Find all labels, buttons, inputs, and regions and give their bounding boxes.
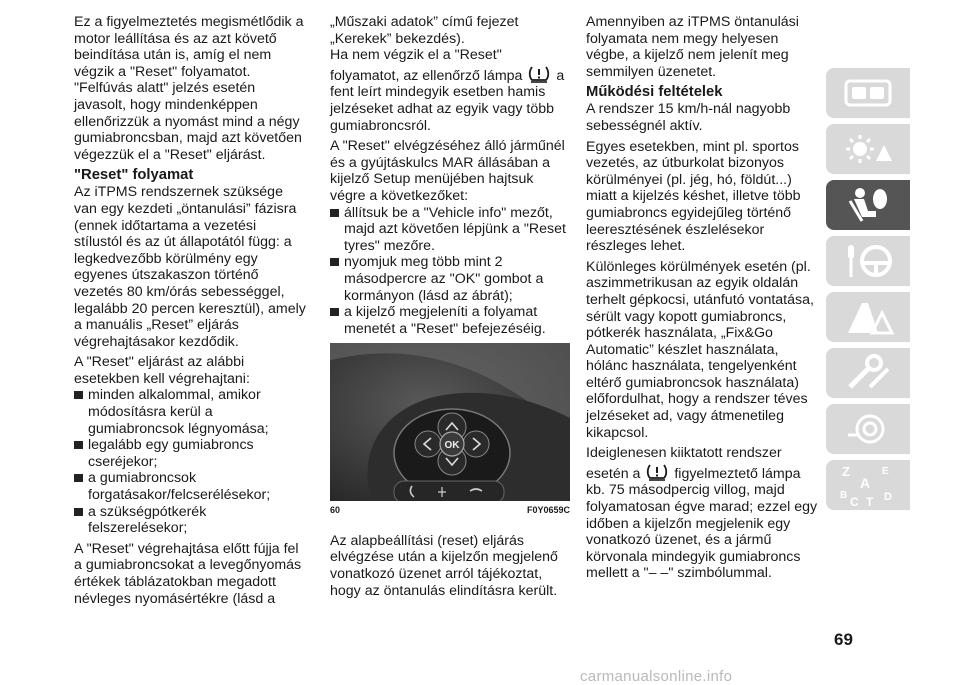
bullet-icon (330, 258, 339, 266)
paragraph: A "Reset" elvégzéséhez álló járműnél és a gyújtáskulcs MAR állásában a kijelző Setup menüjében hajtsuk végre a következőket: (330, 138, 565, 204)
tyre-pressure-warning-icon (528, 64, 550, 84)
list-item: a szükségpótkerék felszerelésekor; (74, 504, 306, 537)
index-letter: A (860, 475, 871, 491)
list-item: állítsuk be a "Vehicle info" mezőt, majd azt követően lépjünk a "Reset tyres" mezőre. (330, 205, 570, 255)
index-letter: B (840, 490, 848, 501)
figure-code: F0Y0659C (526, 505, 570, 516)
warning-lights-icon (840, 131, 896, 167)
index-letter: E (882, 466, 889, 477)
paragraph: A "Reset" végrehajtása előtt fújja fel a gumiabroncsokat a levegőnyomás értékek táblázatokban megadott névleges nyomásértékre (lásd a (74, 540, 302, 607)
paragraph: A rendszer 15 km/h-nál nagyobb sebességnél aktív. (586, 101, 791, 134)
key-steering-icon (840, 241, 896, 281)
paragraph: Különleges körülmények esetén (pl. aszimmetrikusan az egyik oldalán terhelt gépkocsi, utánfutó vontatása, sérült vagy kopott gumiabroncs, pótkerék használata, „Fix&Go Automatic” készlet használata, hólánc használata, tengelyenként eltérő gumiabroncsok használata) előfordulhat, hogy a rendszer téves jelzéseket ad, vagy átmenetileg kikapcsol. (586, 258, 814, 441)
tyre-pressure-warning-icon (646, 462, 668, 482)
index-letter: D (884, 491, 892, 503)
bullet-icon (74, 474, 83, 482)
dashboard-icon (840, 75, 896, 111)
list-item: a kijelző megjeleníti a folyamat menetét a "Reset" befejezéséig. (330, 304, 570, 337)
index-letter: Z (842, 464, 850, 479)
index-letter: C (850, 495, 859, 508)
watermark: carmanualsonline.info (580, 668, 733, 685)
paragraph: Ha nem végzik el a "Reset" folyamatot, az ellenőrző lámpa a fent leírt mindegyik esetben hamis jelzéseket adhat az egyik vagy több gumiabroncsról. (330, 47, 565, 134)
bullet-icon (330, 209, 339, 217)
steering-wheel-controls-figure (330, 343, 570, 501)
paragraph: Egyes esetekben, mint pl. sportos vezetés, az útburkolat bizonyos körülményei (pl. jég, hó, földút...) miatt a kijelzés késhet, illetve több gumiabroncs egyidejűleg történő leeresztésének észlelésekor részleges lehet. (586, 138, 801, 255)
paragraph: „Műszaki adatok” című fejezet „Kerekek” bekezdés). (330, 14, 519, 47)
tab-technical-data[interactable] (826, 404, 910, 454)
list-item: minden alkalommal, amikor módosításra kerül a gumiabroncsok légnyomása; (74, 387, 306, 437)
column-middle (330, 14, 570, 599)
section-heading: "Reset" folyamat (74, 167, 194, 184)
bullet-icon (74, 441, 83, 449)
column-left (74, 14, 306, 607)
paragraph: Az iTPMS rendszernek szüksége van egy kezdeti „öntanulási” fázisra (ennek időtartama a vezetési stílustól és az út állapotától függ: a legkedvezőbb körülmény egy egyenes útszakaszon történő vezetés 80 km/órás sebességgel, legalább 20 percen keresztül), amely a manuális „Reset” eljárás végrehajtásakor kezdődik. (74, 184, 306, 350)
technical-data-icon (840, 409, 896, 449)
tab-dashboard[interactable] (826, 68, 910, 118)
figure-caption (330, 502, 570, 519)
bullet-icon (330, 308, 339, 316)
airbag-seat-icon (840, 185, 896, 225)
ok-button-label: OK (444, 440, 460, 452)
service-tools-icon (840, 353, 896, 393)
index-letters-icon (836, 462, 900, 508)
road-warning-icon (840, 297, 896, 337)
list-item: a gumiabroncsok forgatásakor/felcserélésekor; (74, 470, 306, 503)
paragraph: Amennyiben az iTPMS öntanulási folyamata nem megy helyesen végbe, a kijelző nem jelenít meg semmilyen üzenetet. (586, 14, 799, 80)
section-heading: Működési feltételek (586, 84, 723, 101)
list-item: legalább egy gumiabroncs cseréjekor; (74, 437, 306, 470)
tab-emergency[interactable] (826, 292, 910, 342)
list-item: nyomjuk meg több mint 2 másodpercre az "OK" gombot a kormányon (lásd az ábrát); (330, 254, 570, 304)
tab-safety[interactable] (826, 180, 910, 230)
tab-warning-lights[interactable] (826, 124, 910, 174)
paragraph: Ideiglenesen kiiktatott rendszer esetén a figyelmeztető lámpa kb. 75 másodpercig villog, majd folyamatosan égve marad; ezzel egy időben a kijelzőn megjelenik egy vonatkozó üzenet, és a jármű körvonala mindegyik gumiabroncs mellett a "– –" szimbólummal. (586, 445, 818, 582)
column-right (586, 14, 822, 582)
page-number: 69 (834, 630, 853, 649)
chapter-tab-bar (826, 68, 910, 516)
tab-index[interactable] (826, 460, 910, 510)
steering-wheel-illustration (330, 343, 570, 501)
tab-maintenance[interactable] (826, 348, 910, 398)
bullet-icon (74, 391, 83, 399)
paragraph: Ez a figyelmeztetés megismétlődik a motor leállítása és az azt követő beindítása után is, amíg el nem végzik a "Reset" folyamatot. "Felfúvás alatt" jelzés esetén javasolt, hogy mindenképpen ellenőrizzük a nyomást mind a négy gumiabroncsban, majd azt követően végezzük el a "Reset" eljárást. (74, 14, 304, 163)
paragraph: A "Reset" eljárást az alábbi esetekben kell végrehajtani: (74, 354, 250, 387)
tab-starting-driving[interactable] (826, 236, 910, 286)
figure-number: 60 (330, 505, 341, 516)
index-letter: T (866, 495, 874, 508)
paragraph: Az alapbeállítási (reset) eljárás elvégzése után a kijelzőn megjelenő vonatkozó üzenet arról tájékoztat, hogy az öntanulás elindításra került. (330, 532, 558, 599)
bullet-icon (74, 508, 83, 516)
